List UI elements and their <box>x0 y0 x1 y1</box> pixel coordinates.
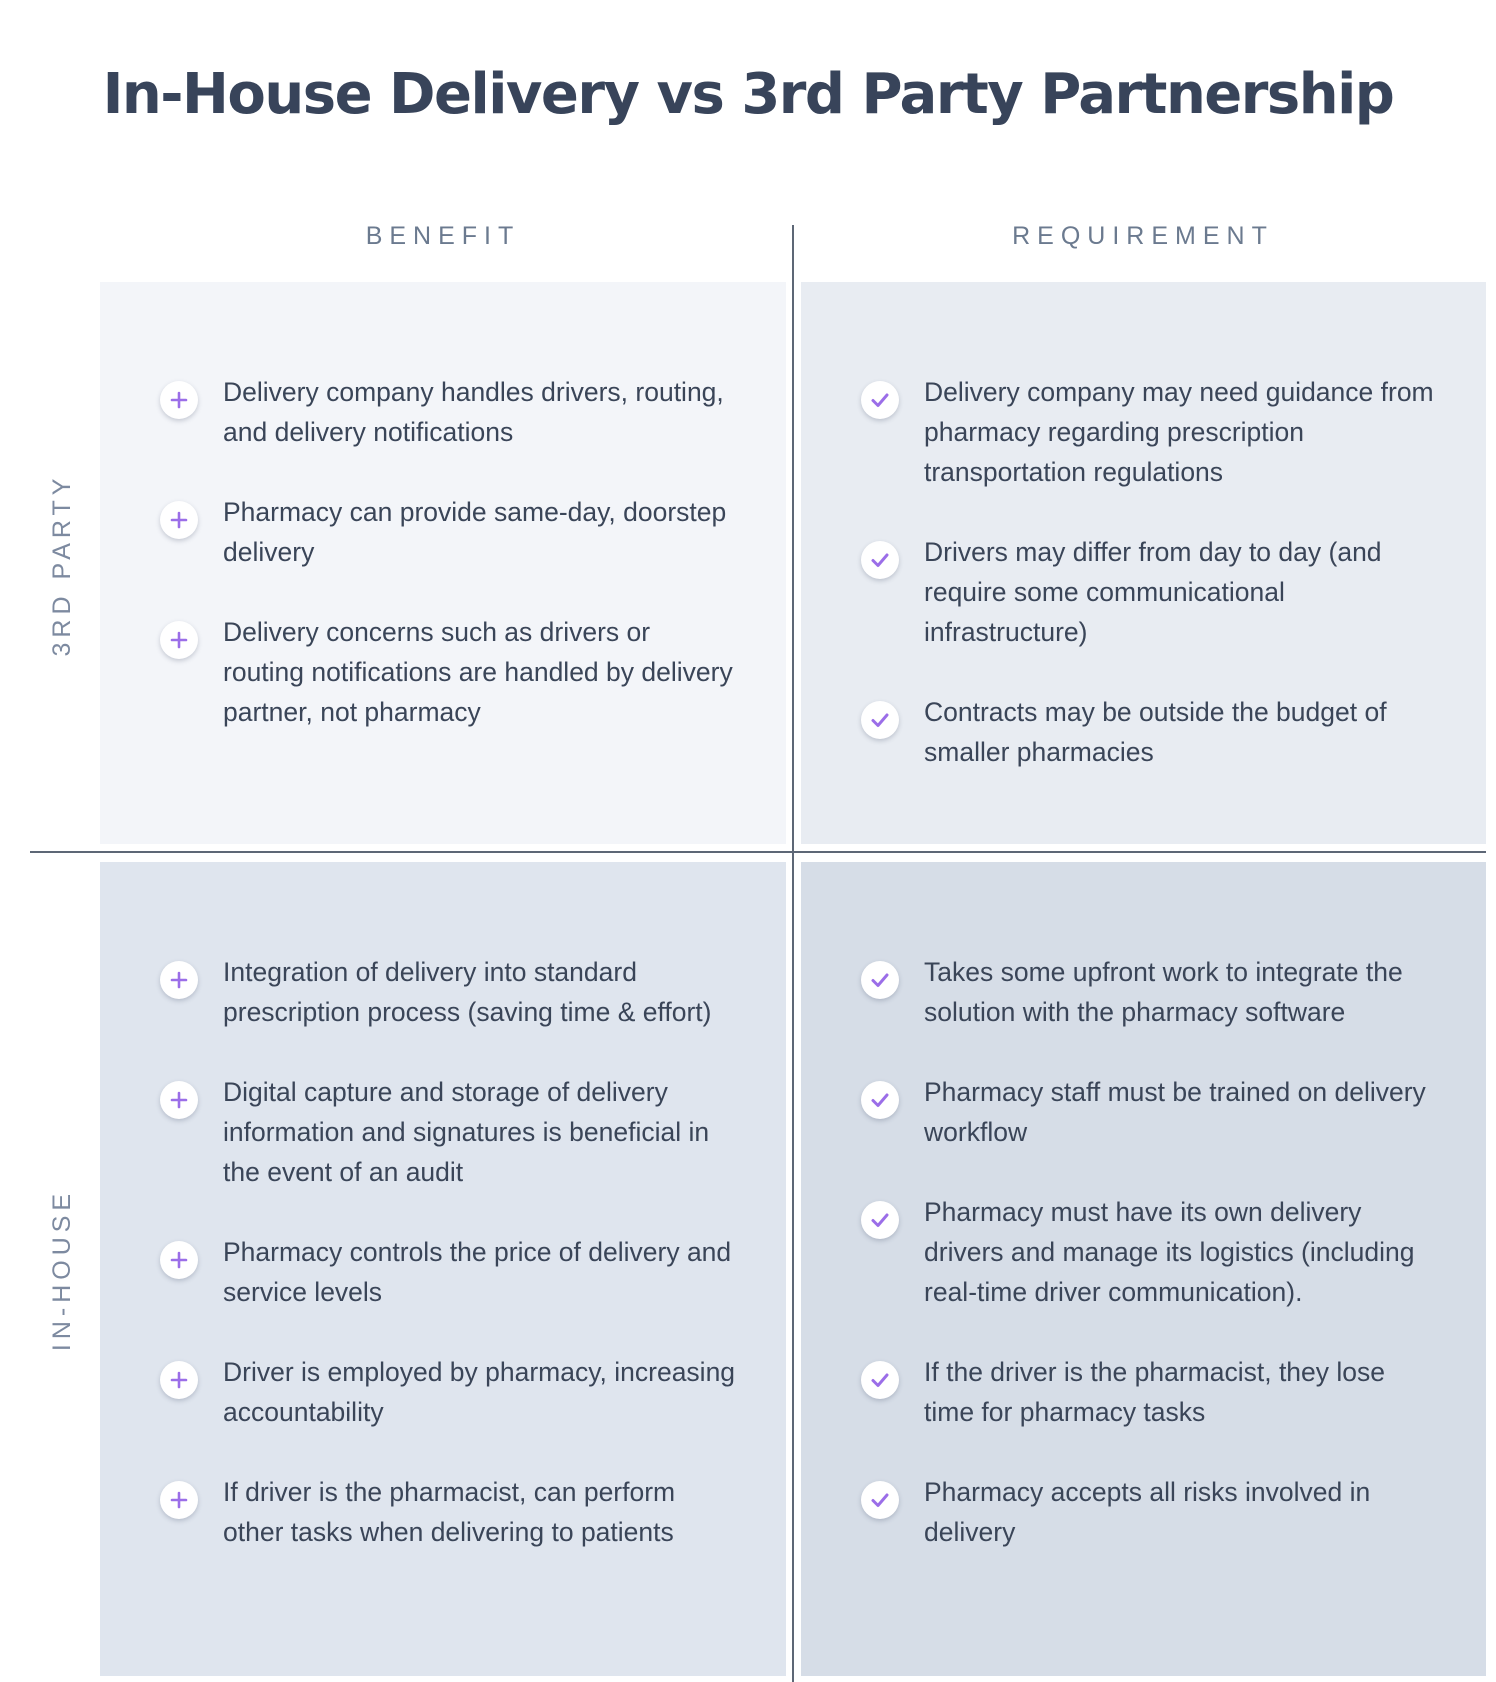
plus-icon <box>160 621 198 659</box>
row-label-in-house: IN-HOUSE <box>48 1188 76 1352</box>
requirement-item <box>861 532 1436 652</box>
benefit-text: Digital capture and storage of delivery information and signatures is beneficial in the event of an audit <box>223 1077 710 1187</box>
horizontal-divider <box>30 851 1486 853</box>
check-icon <box>861 381 899 419</box>
requirement-item <box>861 372 1436 492</box>
benefit-item <box>160 612 736 732</box>
benefit-item <box>160 372 736 452</box>
requirement-text: If the driver is the pharmacist, they lose time for pharmacy tasks <box>924 1357 1386 1427</box>
plus-icon <box>160 961 198 999</box>
requirement-item <box>861 1352 1436 1432</box>
plus-icon <box>160 1081 198 1119</box>
requirement-text: Drivers may differ from day to day (and require some communicational infrastructure) <box>924 537 1382 647</box>
vertical-divider <box>792 225 794 1682</box>
check-icon <box>861 1081 899 1119</box>
check-icon <box>861 1481 899 1519</box>
requirement-text: Pharmacy must have its own delivery drivers and manage its logistics (including real-time driver communication). <box>924 1197 1415 1307</box>
benefit-item <box>160 1472 736 1552</box>
plus-icon <box>160 1361 198 1399</box>
benefit-text: If driver is the pharmacist, can perform other tasks when delivering to patients <box>223 1477 676 1547</box>
requirement-text: Delivery company may need guidance from pharmacy regarding prescription transportation regulations <box>924 377 1434 487</box>
requirement-item <box>861 1472 1436 1552</box>
plus-icon <box>160 501 198 539</box>
benefit-text: Driver is employed by pharmacy, increasing accountability <box>223 1357 736 1427</box>
requirement-item <box>861 1072 1436 1152</box>
plus-icon <box>160 381 198 419</box>
benefit-text: Delivery company handles drivers, routing, and delivery notifications <box>223 377 724 447</box>
benefit-item <box>160 1352 736 1432</box>
check-icon <box>861 961 899 999</box>
cell-in-house-requirements <box>801 862 1486 1676</box>
row-label-3rd-party: 3RD PARTY <box>48 473 76 657</box>
check-icon <box>861 1361 899 1399</box>
requirement-text: Contracts may be outside the budget of smaller pharmacies <box>924 697 1387 767</box>
check-icon <box>861 541 899 579</box>
check-icon <box>861 1201 899 1239</box>
cell-3rd-party-benefits <box>100 282 786 844</box>
column-header-benefit: BENEFIT <box>365 222 521 250</box>
requirement-item <box>861 952 1436 1032</box>
requirement-item <box>861 692 1436 772</box>
page-title: In-House Delivery vs 3rd Party Partnership <box>102 62 1394 127</box>
cell-3rd-party-requirements <box>801 282 1486 844</box>
benefit-item <box>160 1072 736 1192</box>
benefit-text: Delivery concerns such as drivers or routing notifications are handled by delivery partner, not pharmacy <box>223 617 733 727</box>
benefit-item <box>160 952 736 1032</box>
plus-icon <box>160 1481 198 1519</box>
benefit-text: Integration of delivery into standard prescription process (saving time & effort) <box>223 957 712 1027</box>
requirement-text: Pharmacy staff must be trained on delivery workflow <box>924 1077 1426 1147</box>
benefit-item <box>160 1232 736 1312</box>
benefit-text: Pharmacy controls the price of delivery and service levels <box>223 1237 732 1307</box>
cell-in-house-benefits <box>100 862 786 1676</box>
requirement-text: Takes some upfront work to integrate the solution with the pharmacy software <box>924 957 1403 1027</box>
benefit-item <box>160 492 736 572</box>
check-icon <box>861 701 899 739</box>
requirement-text: Pharmacy accepts all risks involved in delivery <box>924 1477 1371 1547</box>
requirement-item <box>861 1192 1436 1312</box>
benefit-text: Pharmacy can provide same-day, doorstep delivery <box>223 497 727 567</box>
plus-icon <box>160 1241 198 1279</box>
column-header-requirement: REQUIREMENT <box>1012 222 1274 250</box>
